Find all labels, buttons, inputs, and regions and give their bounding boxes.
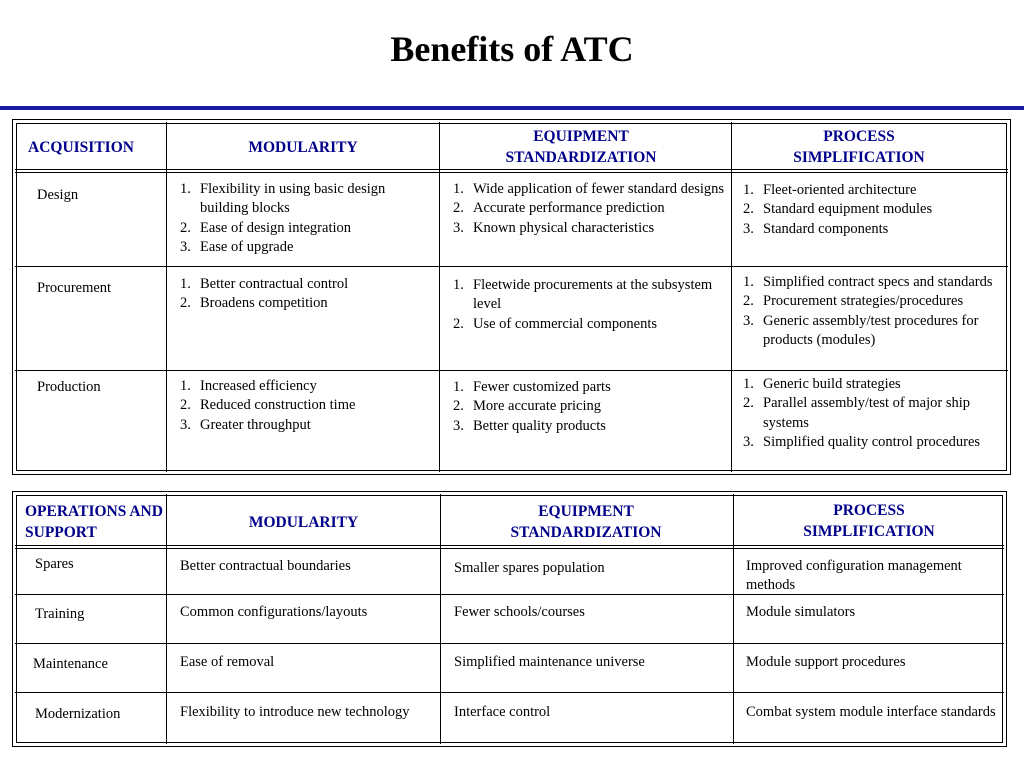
slide-title: Benefits of ATC xyxy=(390,29,634,69)
list-item: 2. Procurement strategies/procedures xyxy=(743,293,964,310)
acquisition-process-cell xyxy=(743,181,1005,239)
operations-process-header: PROCESS SIMPLIFICATION xyxy=(803,502,935,540)
list-item: 2. Ease of design integration xyxy=(180,219,351,236)
list-item: 1. Wide application of fewer standard designs xyxy=(453,181,725,197)
list-item: 2. Broadens competition xyxy=(180,295,328,312)
operations-equipment-cell: Smaller spares population xyxy=(454,560,605,576)
list-item: 3. Simplified quality control procedures xyxy=(743,433,981,450)
operations-process-cell: Module simulators xyxy=(746,604,856,620)
list-item: 3. Better quality products xyxy=(453,417,606,434)
list-item: 1. Fleet-oriented architecture xyxy=(743,182,917,198)
acquisition-equipment-header: EQUIPMENT STANDARDIZATION xyxy=(505,128,657,166)
list-item: 2. Standard equipment modules xyxy=(743,201,933,218)
list-item: 3. Generic assembly/test procedures for products (modules) xyxy=(743,312,979,348)
list-item: 1. Fleetwide procurements at the subsystem level xyxy=(453,277,713,313)
acquisition-equipment-cell xyxy=(453,378,725,436)
acquisition-row-label: Design xyxy=(37,187,79,203)
list-item: 3. Greater throughput xyxy=(180,416,311,433)
operations-equipment-cell: Fewer schools/courses xyxy=(454,604,585,620)
list-item: 1. Simplified contract specs and standards xyxy=(743,274,993,290)
list-item: 1. Flexibility in using basic design building blocks xyxy=(180,181,386,217)
list-item: 2. Accurate performance prediction xyxy=(453,200,665,217)
list-item: 3. Known physical characteristics xyxy=(453,219,655,236)
operations-header: OPERATIONS AND SUPPORT xyxy=(25,503,163,541)
acquisition-modularity-cell xyxy=(180,275,435,314)
acquisition-modularity-header: MODULARITY xyxy=(248,139,358,156)
operations-row-label: Modernization xyxy=(35,706,121,722)
title-rule xyxy=(0,106,1024,110)
acquisition-process-cell xyxy=(743,375,1005,452)
acquisition-modularity-cell xyxy=(180,377,435,435)
acquisition-equipment-cell xyxy=(453,180,725,238)
operations-row-label: Spares xyxy=(35,556,74,572)
acquisition-header: ACQUISITION xyxy=(28,139,134,156)
operations-process-cell: Improved configuration management methods xyxy=(746,558,962,594)
operations-equipment-cell: Simplified maintenance universe xyxy=(454,654,645,670)
operations-equipment-header: EQUIPMENT STANDARDIZATION xyxy=(510,503,662,541)
list-item: 2. More accurate pricing xyxy=(453,398,602,415)
acquisition-row-label: Production xyxy=(37,379,101,395)
list-item: 1. Increased efficiency xyxy=(180,378,317,394)
acquisition-modularity-cell xyxy=(180,180,435,257)
operations-process-cell: Module support procedures xyxy=(746,654,906,670)
operations-modularity-cell: Common configurations/layouts xyxy=(180,604,368,620)
operations-process-cell: Combat system module interface standards xyxy=(746,704,996,720)
list-item: 2. Use of commercial components xyxy=(453,315,658,332)
operations-row-label: Training xyxy=(35,606,85,622)
list-item: 3. Standard components xyxy=(743,220,889,237)
operations-equipment-cell: Interface control xyxy=(454,704,551,720)
list-item: 1. Fewer customized parts xyxy=(453,379,611,395)
operations-modularity-header: MODULARITY xyxy=(248,514,359,531)
list-item: 3. Ease of upgrade xyxy=(180,238,294,255)
acquisition-equipment-cell xyxy=(453,276,725,334)
operations-modularity-cell: Flexibility to introduce new technology xyxy=(180,704,410,720)
operations-modularity-cell: Better contractual boundaries xyxy=(180,558,351,574)
operations-modularity-cell: Ease of removal xyxy=(180,654,275,670)
acquisition-process-cell xyxy=(743,273,1005,350)
acquisition-process-header: PROCESS SIMPLIFICATION xyxy=(793,128,925,166)
list-item: 2. Parallel assembly/test of major ship systems xyxy=(743,395,970,431)
list-item: 2. Reduced construction time xyxy=(180,397,356,414)
acquisition-row-label: Procurement xyxy=(37,280,112,296)
operations-row-label: Maintenance xyxy=(33,656,108,672)
list-item: 1. Generic build strategies xyxy=(743,376,901,392)
list-item: 1. Better contractual control xyxy=(180,276,349,292)
